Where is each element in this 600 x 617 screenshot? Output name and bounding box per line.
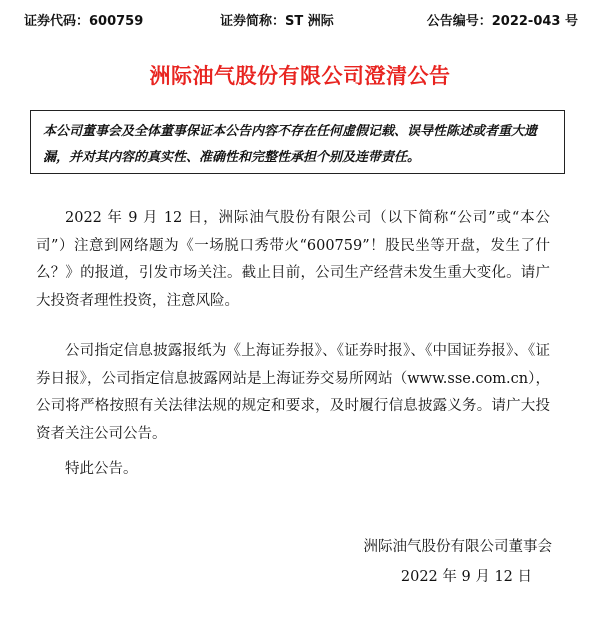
body-paragraph-2: 公司指定信息披露报纸为《上海证券报》、《证券时报》、《中国证券报》、《证券日报》，公司指定信息披露网站是上海证券交易所网站（www.sse.com.cn），公司将严格按照有关法律法规的规定和要求，及时履行信息披露义务。请广大投资者关注公司公告。	[36, 343, 550, 442]
document-header	[24, 10, 578, 32]
document-title: 洲际油气股份有限公司澄清公告	[149, 64, 451, 88]
disclaimer-box: 本公司董事会及全体董事保证本公告内容不存在任何虚假记载、误导性陈述或者重大遗漏，并对其内容的真实性、准确性和完整性承担个别及连带责任。	[30, 110, 565, 174]
body-paragraph-1: 2022 年 9 月 12 日，洲际油气股份有限公司（以下简称“公司”或“本公司”）注意到网络题为《一场脱口秀带火“600759”！股民坐等开盘，发生了什么？》的报道，引发市场关注。截止目前，公司生产经营未发生重大变化。请广大投资者理性投资，注意风险。	[36, 210, 551, 309]
announcement-number: 公告编号：2022-043 号	[426, 14, 578, 29]
signature-date: 2022 年 9 月 12 日	[400, 569, 532, 585]
signature-company: 洲际油气股份有限公司董事会	[363, 539, 552, 555]
stock-code: 证券代码：600759	[24, 14, 144, 29]
stock-abbreviation: 证券简称：ST 洲际	[220, 14, 334, 29]
body-paragraph-3: 特此公告。	[65, 461, 138, 477]
